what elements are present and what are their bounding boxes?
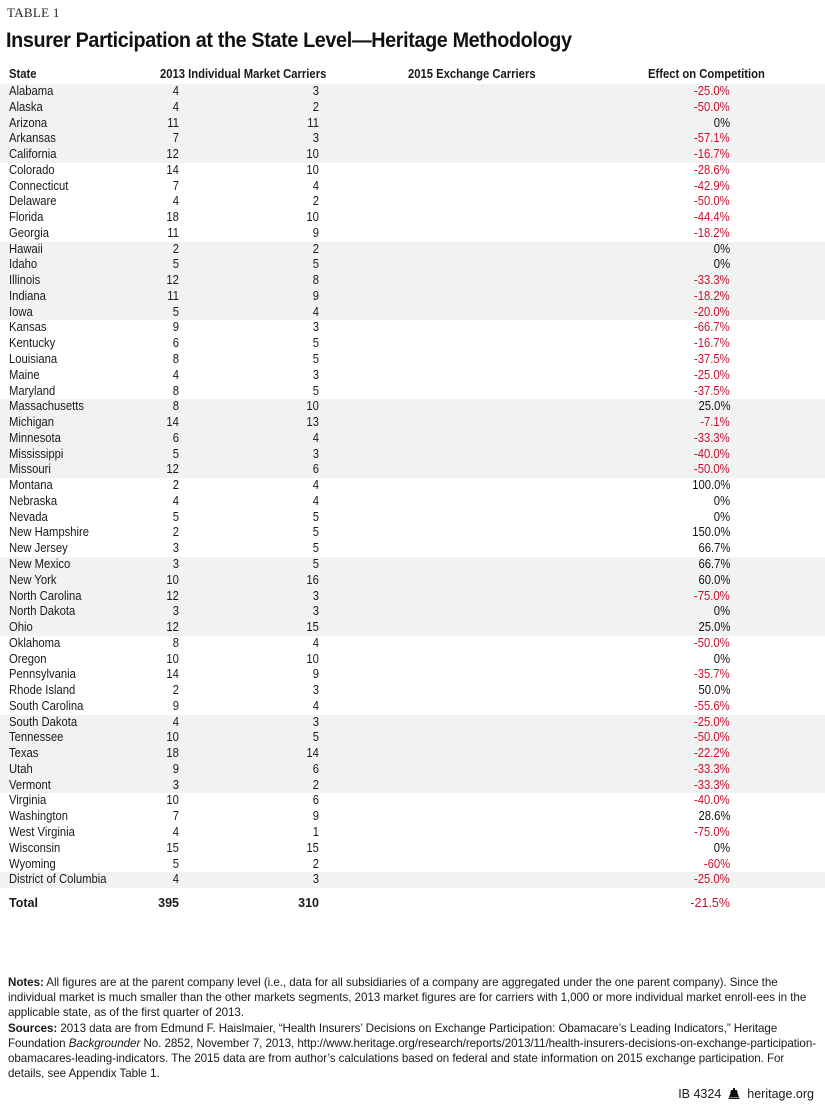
carriers-2013: 8: [172, 635, 179, 650]
state-name: Connecticut: [9, 178, 69, 193]
notes-paragraph: [8, 975, 820, 1021]
state-name: Minnesota: [9, 430, 61, 445]
total-2013: 395: [158, 896, 179, 911]
state-name: Montana: [9, 478, 53, 493]
table-row: [0, 415, 825, 431]
table-row: [0, 841, 825, 857]
table-row: [0, 604, 825, 620]
table-row: [0, 636, 825, 652]
effect-on-competition: -25.0%: [694, 872, 730, 887]
carriers-2013: 7: [172, 131, 179, 146]
effect-on-competition: -66.7%: [694, 320, 730, 335]
carriers-2013: 4: [172, 872, 179, 887]
state-name: Nevada: [9, 509, 48, 524]
effect-on-competition: -33.3%: [694, 761, 730, 776]
effect-on-competition: -25.0%: [694, 84, 730, 98]
table-body: [0, 84, 825, 888]
carriers-2013: 10: [166, 572, 179, 587]
header-effect: Effect on Competition: [648, 67, 765, 81]
carriers-2015: 10: [306, 210, 319, 225]
table-row: [0, 667, 825, 683]
state-name: New Mexico: [9, 556, 71, 571]
effect-on-competition: -50.0%: [694, 462, 730, 477]
effect-on-competition: 28.6%: [698, 809, 730, 824]
table-row: [0, 525, 825, 541]
state-name: Pennsylvania: [9, 667, 76, 682]
carriers-2013: 7: [172, 178, 179, 193]
sources-text-1: 2013 data are from Edmund F. Haislmaier, “Health Insurers’ Decisions on Exchange Participation: Obamacare’s Leading Indicators,” Heritage Foundation: [8, 1021, 778, 1050]
effect-on-competition: -75.0%: [694, 824, 730, 839]
data-table: [0, 64, 825, 913]
carriers-2013: 12: [166, 620, 179, 635]
report-id: IB 4324: [678, 1087, 722, 1101]
carriers-2015: 2: [312, 194, 319, 209]
state-name: Wisconsin: [9, 840, 61, 855]
state-name: Nebraska: [9, 493, 58, 508]
sources-paragraph: [8, 1021, 820, 1082]
effect-on-competition: -40.0%: [694, 793, 730, 808]
table-row: [0, 857, 825, 873]
state-name: North Dakota: [9, 604, 76, 619]
carriers-2015: 5: [312, 352, 319, 367]
state-name: Kentucky: [9, 336, 56, 351]
carriers-2013: 14: [166, 415, 179, 430]
state-name: Tennessee: [9, 730, 64, 745]
state-name: Florida: [9, 210, 44, 225]
carriers-2015: 5: [312, 383, 319, 398]
carriers-2013: 9: [172, 320, 179, 335]
state-name: Indiana: [9, 288, 46, 303]
table-row: [0, 242, 825, 258]
table-row: [0, 809, 825, 825]
effect-on-competition: 0%: [713, 651, 730, 666]
table-row: [0, 825, 825, 841]
carriers-2013: 3: [172, 604, 179, 619]
carriers-2013: 12: [166, 462, 179, 477]
state-name: Alabama: [9, 84, 54, 98]
table-row: [0, 683, 825, 699]
effect-on-competition: -50.0%: [694, 194, 730, 209]
carriers-2013: 10: [166, 793, 179, 808]
effect-on-competition: 66.7%: [698, 541, 730, 556]
effect-on-competition: -40.0%: [694, 446, 730, 461]
state-name: Oregon: [9, 651, 47, 666]
state-name: New Jersey: [9, 541, 68, 556]
carriers-2015: 6: [312, 462, 319, 477]
effect-on-competition: -18.2%: [694, 225, 730, 240]
state-name: New Hampshire: [9, 525, 90, 540]
carriers-2015: 3: [312, 367, 319, 382]
carriers-2015: 13: [306, 415, 319, 430]
carriers-2015: 3: [312, 714, 319, 729]
state-name: Texas: [9, 746, 39, 761]
effect-on-competition: -37.5%: [694, 352, 730, 367]
effect-on-competition: -60%: [703, 856, 730, 871]
carriers-2015: 6: [312, 793, 319, 808]
state-name: Delaware: [9, 194, 57, 209]
sources-italic: Backgrounder: [68, 1036, 141, 1050]
carriers-2015: 3: [312, 604, 319, 619]
effect-on-competition: -50.0%: [694, 99, 730, 114]
state-name: Alaska: [9, 99, 43, 114]
table-row: [0, 116, 825, 132]
effect-on-competition: 0%: [713, 840, 730, 855]
table-row: [0, 368, 825, 384]
carriers-2015: 5: [312, 257, 319, 272]
carriers-2013: 11: [167, 225, 179, 240]
carriers-2015: 1: [312, 824, 319, 839]
state-name: Hawaii: [9, 241, 43, 256]
total-label: Total: [9, 896, 38, 911]
carriers-2013: 2: [172, 683, 179, 698]
carriers-2015: 9: [312, 809, 319, 824]
carriers-2013: 3: [172, 541, 179, 556]
total-2015: 310: [298, 896, 319, 911]
carriers-2013: 15: [166, 840, 179, 855]
state-name: Utah: [9, 761, 33, 776]
table-row: [0, 746, 825, 762]
carriers-2013: 11: [167, 288, 179, 303]
table-row: [0, 147, 825, 163]
carriers-2015: 5: [312, 525, 319, 540]
effect-on-competition: 0%: [713, 604, 730, 619]
effect-on-competition: 0%: [713, 241, 730, 256]
state-name: Virginia: [9, 793, 47, 808]
effect-on-competition: 100.0%: [691, 478, 730, 493]
state-name: Kansas: [9, 320, 47, 335]
state-name: Vermont: [9, 777, 51, 792]
state-name: Arkansas: [9, 131, 56, 146]
state-name: South Dakota: [9, 714, 78, 729]
state-name: West Virginia: [9, 824, 75, 839]
carriers-2013: 11: [167, 115, 179, 130]
carriers-2015: 4: [312, 478, 319, 493]
carriers-2015: 4: [312, 635, 319, 650]
carriers-2015: 10: [306, 651, 319, 666]
carriers-2013: 8: [172, 352, 179, 367]
table-row: [0, 620, 825, 636]
state-name: Maine: [9, 367, 40, 382]
table-row: [0, 541, 825, 557]
effect-on-competition: 66.7%: [698, 556, 730, 571]
state-name: South Carolina: [9, 698, 84, 713]
notes-text: All figures are at the parent company level (i.e., data for all subsidiaries of a company are aggregated under the one parent company). Since the individual market is much smaller than the other markets segments, 2013 market figures are for carriers with 1,000 or more individual market enroll-ees in the applicable state, as of the first quarter of 2013.: [8, 976, 807, 1020]
site-link[interactable]: heritage.org: [747, 1087, 814, 1101]
notes-block: [8, 975, 820, 1081]
state-name: North Carolina: [9, 588, 82, 603]
carriers-2013: 14: [166, 162, 179, 177]
carriers-2015: 15: [306, 840, 319, 855]
table-row: [0, 872, 825, 888]
effect-on-competition: -18.2%: [694, 288, 730, 303]
table-row: [0, 399, 825, 415]
effect-on-competition: -25.0%: [694, 714, 730, 729]
carriers-2015: 2: [312, 99, 319, 114]
carriers-2013: 4: [172, 194, 179, 209]
effect-on-competition: -25.0%: [694, 367, 730, 382]
total-effect: -21.5%: [690, 896, 730, 911]
state-name: Wyoming: [9, 856, 56, 871]
table-row: [0, 494, 825, 510]
carriers-2015: 6: [312, 761, 319, 776]
carriers-2013: 9: [172, 698, 179, 713]
table-row: [0, 589, 825, 605]
carriers-2015: 5: [312, 730, 319, 745]
carriers-2015: 3: [312, 588, 319, 603]
table-row: [0, 210, 825, 226]
table-row: [0, 699, 825, 715]
table-row: [0, 778, 825, 794]
carriers-2015: 8: [312, 273, 319, 288]
carriers-2015: 5: [312, 336, 319, 351]
table-row: [0, 226, 825, 242]
table-row: [0, 652, 825, 668]
effect-on-competition: 0%: [713, 115, 730, 130]
state-name: California: [9, 147, 57, 162]
state-name: Iowa: [9, 304, 33, 319]
effect-on-competition: -7.1%: [700, 415, 730, 430]
carriers-2013: 4: [172, 824, 179, 839]
table-row: [0, 762, 825, 778]
effect-on-competition: 25.0%: [698, 620, 730, 635]
carriers-2013: 9: [172, 761, 179, 776]
carriers-2015: 10: [306, 399, 319, 414]
table-row: [0, 715, 825, 731]
carriers-2015: 10: [306, 147, 319, 162]
effect-on-competition: 0%: [713, 257, 730, 272]
effect-on-competition: -50.0%: [694, 635, 730, 650]
table-row: [0, 336, 825, 352]
table-label: TABLE 1: [7, 5, 60, 20]
table-row: [0, 510, 825, 526]
effect-on-competition: -50.0%: [694, 730, 730, 745]
carriers-2013: 4: [172, 367, 179, 382]
state-name: Oklahoma: [9, 635, 61, 650]
state-name: Louisiana: [9, 352, 58, 367]
table-title: Insurer Participation at the State Level—Heritage Methodology: [6, 28, 572, 52]
effect-on-competition: -33.3%: [694, 430, 730, 445]
state-name: Maryland: [9, 383, 56, 398]
effect-on-competition: 50.0%: [698, 683, 730, 698]
state-name: Georgia: [9, 225, 50, 240]
state-name: Massachusetts: [9, 399, 85, 414]
carriers-2015: 14: [306, 746, 319, 761]
carriers-2013: 3: [172, 777, 179, 792]
carriers-2015: 15: [306, 620, 319, 635]
carriers-2013: 12: [166, 588, 179, 603]
state-name: Idaho: [9, 257, 38, 272]
carriers-2013: 2: [172, 478, 179, 493]
state-name: Rhode Island: [9, 683, 76, 698]
carriers-2015: 16: [306, 572, 319, 587]
table-row: [0, 273, 825, 289]
sources-label: Sources:: [8, 1021, 58, 1035]
carriers-2013: 18: [166, 210, 179, 225]
carriers-2013: 7: [172, 809, 179, 824]
carriers-2013: 3: [172, 556, 179, 571]
table-row: [0, 557, 825, 573]
header-2015-carriers: 2015 Exchange Carriers: [408, 67, 536, 81]
header-state: State: [9, 67, 37, 81]
carriers-2013: 14: [166, 667, 179, 682]
table-row: [0, 194, 825, 210]
carriers-2013: 5: [172, 856, 179, 871]
carriers-2015: 4: [312, 493, 319, 508]
effect-on-competition: -75.0%: [694, 588, 730, 603]
carriers-2013: 5: [172, 304, 179, 319]
carriers-2015: 4: [312, 698, 319, 713]
table-row: [0, 131, 825, 147]
table-row: [0, 352, 825, 368]
carriers-2015: 5: [312, 509, 319, 524]
carriers-2013: 6: [172, 336, 179, 351]
state-name: New York: [9, 572, 57, 587]
table-row: [0, 431, 825, 447]
carriers-2013: 4: [172, 714, 179, 729]
effect-on-competition: -16.7%: [694, 336, 730, 351]
liberty-bell-icon: [728, 1088, 740, 1100]
header-2013-carriers: 2013 Individual Market Carriers: [160, 67, 327, 81]
carriers-2015: 2: [312, 241, 319, 256]
carriers-2015: 3: [312, 446, 319, 461]
effect-on-competition: -33.3%: [694, 273, 730, 288]
table-header: [0, 64, 825, 84]
effect-on-competition: -42.9%: [694, 178, 730, 193]
table-row: [0, 320, 825, 336]
table-row: [0, 289, 825, 305]
carriers-2013: 10: [166, 730, 179, 745]
carriers-2015: 2: [312, 856, 319, 871]
carriers-2015: 3: [312, 320, 319, 335]
table-row: [0, 462, 825, 478]
carriers-2015: 3: [312, 84, 319, 98]
table-row: [0, 730, 825, 746]
carriers-2013: 12: [166, 147, 179, 162]
state-name: Colorado: [9, 162, 55, 177]
notes-label: Notes:: [8, 976, 44, 989]
state-name: Mississippi: [9, 446, 64, 461]
carriers-2013: 18: [166, 746, 179, 761]
effect-on-competition: 150.0%: [691, 525, 730, 540]
sources-text-2: No. 2852, November 7, 2013, http://www.heritage.org/research/reports/2013/11/health-insurers-decisions-on-exchange-participation-obamacares-leading-indicators. The 2015 data are from author’s calculations based on federal and state information on 2015 exchange participation. For details, see Appendix Table 1.: [8, 1036, 817, 1081]
carriers-2015: 5: [312, 541, 319, 556]
effect-on-competition: -57.1%: [694, 131, 730, 146]
carriers-2013: 12: [166, 273, 179, 288]
carriers-2013: 5: [172, 446, 179, 461]
carriers-2015: 10: [306, 162, 319, 177]
effect-on-competition: -28.6%: [694, 162, 730, 177]
state-name: Michigan: [9, 415, 55, 430]
carriers-2015: 4: [312, 430, 319, 445]
table-row: [0, 447, 825, 463]
carriers-2015: 9: [312, 667, 319, 682]
effect-on-competition: -20.0%: [694, 304, 730, 319]
carriers-2013: 8: [172, 383, 179, 398]
footer: [678, 1087, 814, 1101]
effect-on-competition: -33.3%: [694, 777, 730, 792]
table-row: [0, 478, 825, 494]
effect-on-competition: -37.5%: [694, 383, 730, 398]
table-row: [0, 257, 825, 273]
effect-on-competition: -16.7%: [694, 147, 730, 162]
effect-on-competition: 25.0%: [698, 399, 730, 414]
effect-on-competition: -22.2%: [694, 746, 730, 761]
table-row: [0, 305, 825, 321]
table-row: [0, 163, 825, 179]
carriers-2015: 3: [312, 131, 319, 146]
carriers-2015: 5: [312, 556, 319, 571]
carriers-2013: 4: [172, 84, 179, 98]
carriers-2013: 4: [172, 99, 179, 114]
state-name: Missouri: [9, 462, 51, 477]
effect-on-competition: -55.6%: [694, 698, 730, 713]
carriers-2015: 9: [312, 288, 319, 303]
state-name: Illinois: [9, 273, 41, 288]
state-name: District of Columbia: [9, 872, 107, 887]
carriers-2013: 2: [172, 241, 179, 256]
state-name: Arizona: [9, 115, 48, 130]
total-row: [0, 893, 825, 913]
table-row: [0, 100, 825, 116]
effect-on-competition: -35.7%: [694, 667, 730, 682]
carriers-2013: 2: [172, 525, 179, 540]
table-row: [0, 384, 825, 400]
carriers-2013: 5: [172, 509, 179, 524]
carriers-2015: 4: [312, 178, 319, 193]
carriers-2013: 5: [172, 257, 179, 272]
state-name: Washington: [9, 809, 68, 824]
carriers-2015: 3: [312, 683, 319, 698]
carriers-2013: 10: [166, 651, 179, 666]
effect-on-competition: -44.4%: [694, 210, 730, 225]
carriers-2015: 11: [307, 115, 319, 130]
carriers-2015: 9: [312, 225, 319, 240]
effect-on-competition: 0%: [713, 509, 730, 524]
carriers-2015: 4: [312, 304, 319, 319]
carriers-2013: 6: [172, 430, 179, 445]
carriers-2015: 2: [312, 777, 319, 792]
table-row: [0, 793, 825, 809]
effect-on-competition: 0%: [713, 493, 730, 508]
effect-on-competition: 60.0%: [698, 572, 730, 587]
carriers-2013: 4: [172, 493, 179, 508]
state-name: Ohio: [9, 620, 33, 635]
table-row: [0, 573, 825, 589]
carriers-2015: 3: [312, 872, 319, 887]
carriers-2013: 8: [172, 399, 179, 414]
table-row: [0, 84, 825, 100]
table-row: [0, 179, 825, 195]
